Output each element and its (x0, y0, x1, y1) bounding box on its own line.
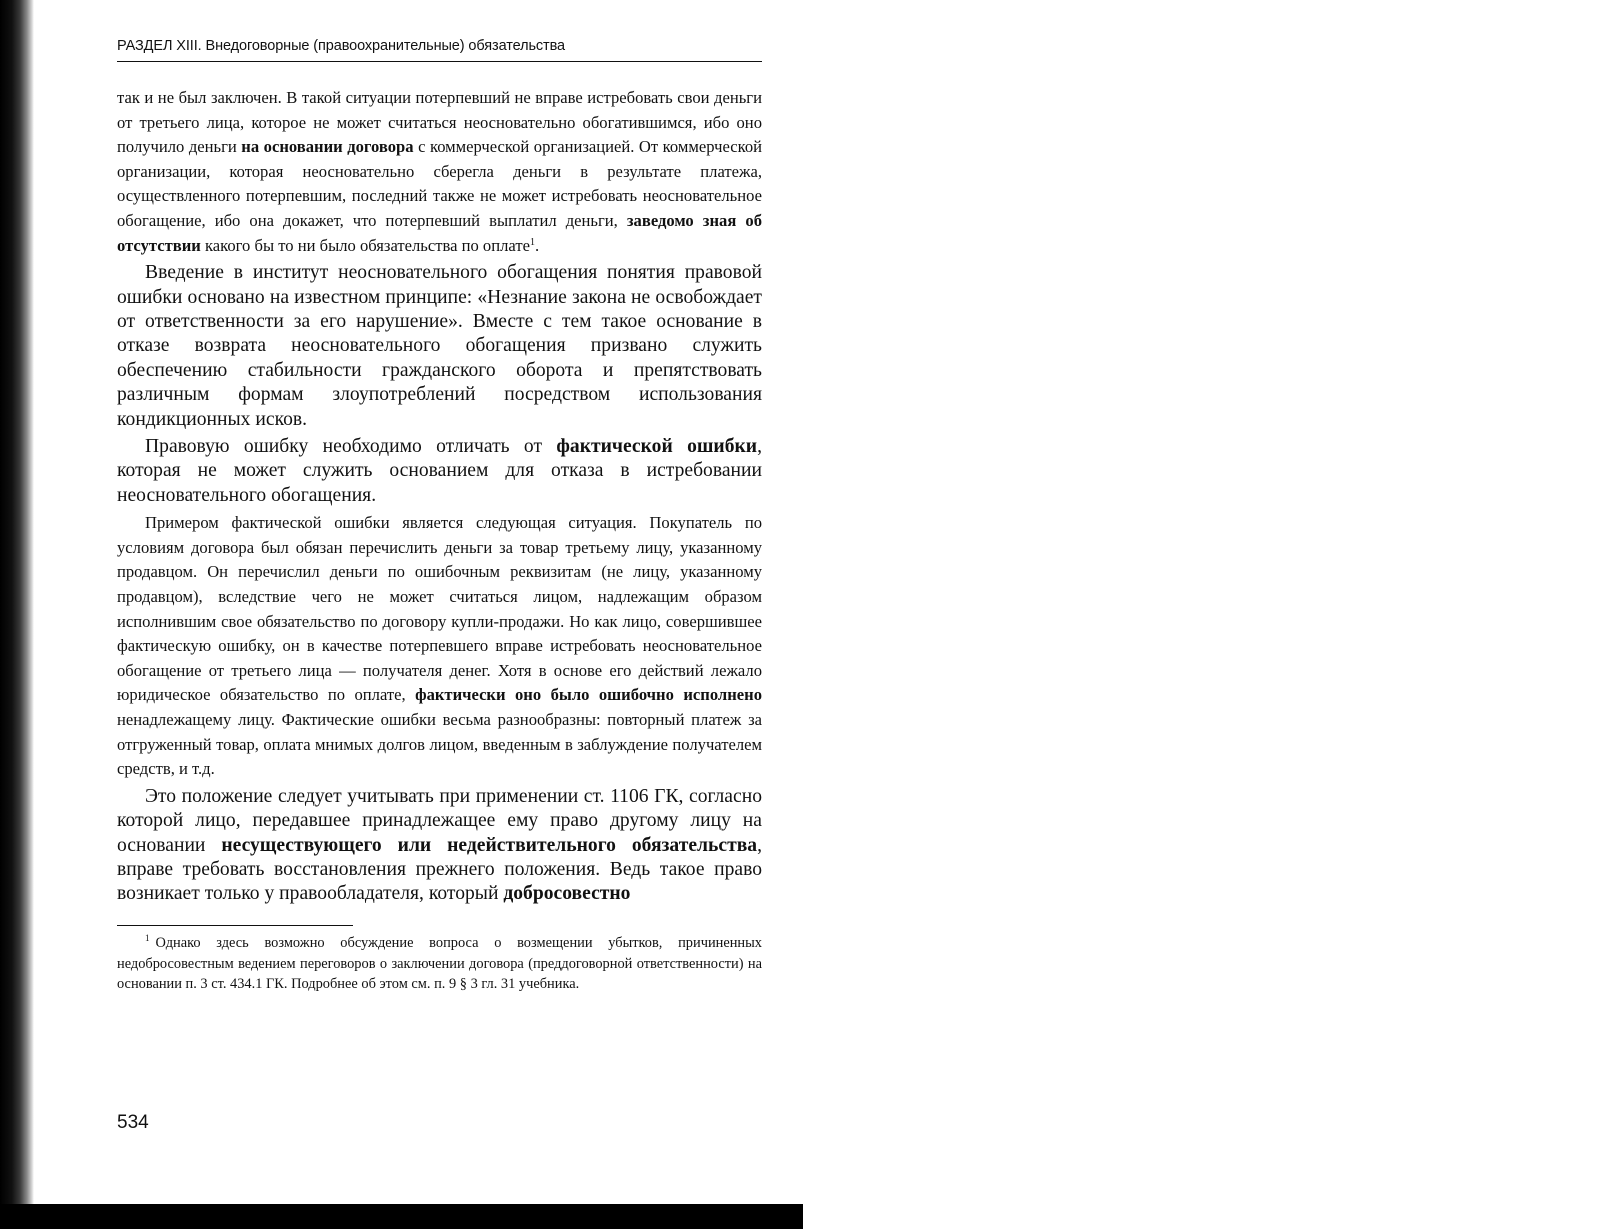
p4-bold-1: фактически оно было ошибочно исполнено (415, 685, 762, 705)
p4-text-2: ненадлежащему лицу. Фактические ошибки весьма разнообразны: повторный платеж за отгруженный товар, оплата мнимых долгов лицом, введенным в заблуждение получателем средств, и т.д. (117, 709, 762, 779)
p1-text-3: какого бы то ни было обязательства по оплате (200, 235, 530, 255)
paragraph-3 (117, 435, 762, 508)
scan-shadow-bottom (0, 1204, 803, 1229)
p5-text-2: , вправе требовать восстановления прежнего положения. Ведь такое право возникает только у правообладателя, который (117, 834, 763, 905)
paragraph-4 (117, 511, 762, 782)
p5-text-1: Это положение следует учитывать при применении ст. 1106 ГК, согласно которой лицо, передавшее принадлежащее ему право другому лицу на основании (117, 785, 762, 856)
paragraph-1 (117, 86, 762, 258)
paragraph-5 (117, 785, 762, 907)
p1-text-4: . (534, 235, 540, 255)
p3-text-1: Правовую ошибку необходимо отличать от (145, 436, 557, 457)
book-page (117, 38, 762, 995)
page-body (117, 86, 762, 907)
page-number: 534 (117, 1112, 149, 1133)
footnote-text: Однако здесь возможно обсуждение вопроса о возмещении убытков, причиненных недобросовестным ведением переговоров о заключении договора (преддоговорной ответственности) на основании п. 3 ст. 434.1 ГК. Подробнее об этом см. п. 9 § 3 гл. 31 учебника. (117, 934, 762, 993)
footnote-divider (117, 925, 353, 926)
p5-bold-1: несуществующего или недействительного обязательства (221, 834, 758, 856)
p3-text-2: , которая не может служить основанием для отказа в истребовании неосновательного обогащения. (117, 436, 762, 506)
p5-bold-2: добросовестно (503, 883, 631, 905)
scan-shadow-left (0, 0, 34, 1229)
running-head: РАЗДЕЛ XIII. Внедоговорные (правоохранительные) обязательства (117, 38, 762, 62)
footnote (117, 933, 762, 995)
p4-text-1: Примером фактической ошибки является следующая ситуация. Покупатель по условиям договора был обязан перечислить деньги за товар третьему лицу, указанному продавцом. Он перечислил деньги по ошибочным реквизитам (не лицу, указанному продавцом), вследствие чего не может считаться лицом, надлежащим образом исполнившим свое обязательство по договору купли-продажи. Но как лицо, совершившее фактическую ошибку, он в качестве потерпевшего вправе истребовать неосновательное обогащение от третьего лица — получателя денег. Хотя в основе его действий лежало юридическое обязательство по оплате, (117, 513, 762, 705)
paragraph-2: Введение в институт неосновательного обогащения понятия правовой ошибки основано на известном принципе: «Незнание закона не освобождает от ответственности за его нарушение». Вместе с тем такое основание в отказе возврата неосновательного обогащения призвано служить обеспечению стабильности гражданского оборота и препятствовать различным формам злоупотреблений посредством использования кондикционных исков. (117, 262, 762, 430)
p1-bold-1: на основании договора (241, 137, 414, 157)
p1-bold-2: заведомо зная об отсутствии (117, 210, 762, 255)
footnote-marker: 1 (145, 932, 150, 943)
p1-text-1: так и не был заключен. В такой ситуации потерпевший не вправе истребовать свои деньги от третьего лица, которое не может считаться неосновательно обогатившимся, ибо оно получило деньги (117, 88, 762, 157)
footnote-reference: 1 (529, 236, 535, 248)
p1-text-2: с коммерческой организацией. От коммерческой организации, которая неосновательно сберегла деньги в результате платежа, осуществленного потерпевшим, последний также не может истребовать неосновательное обогащение, ибо она докажет, что потерпевший выплатил деньги, (117, 137, 762, 230)
p3-bold-1: фактической ошибки (556, 436, 758, 457)
